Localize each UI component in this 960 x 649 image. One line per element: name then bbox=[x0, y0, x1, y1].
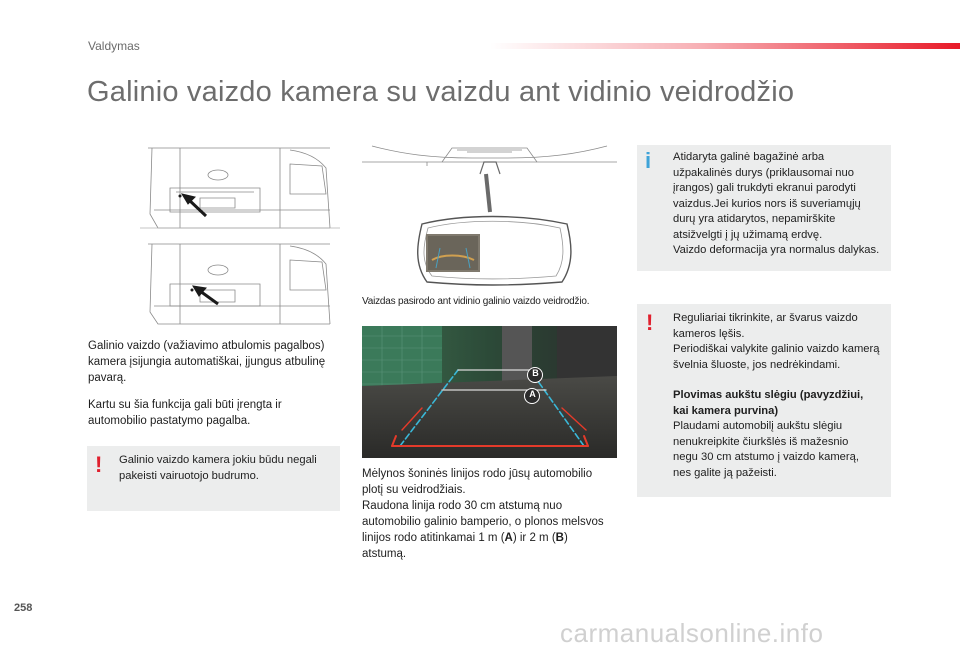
high-pressure-heading: Plovimas aukštu slėgiu (pavyzdžiui, bbox=[673, 389, 864, 401]
van-rear-illustration bbox=[140, 144, 340, 326]
parking-aid-paragraph: Kartu su šia funkcija gali būti įrengta ir automobilio pastatymo pagalba. bbox=[88, 399, 282, 427]
camera-view-image bbox=[362, 326, 617, 458]
tailgate-info-text: Atidaryta galinė bagažinė arba užpakalinės durys (priklausomai nuo įrangos) gali trukdyti ekranui parodyti vaizdus.Jei kurios nors iš suveriamųjų durų yra atidarytos, nepamirškite atsižvelgti į jų užimamą erdvę. Vaizdo deformacija yra normalus dalykas. bbox=[673, 151, 880, 256]
camera-label-a: A bbox=[529, 389, 536, 399]
info-icon: i bbox=[645, 148, 652, 173]
page-title: Galinio vaizdo kamera su vaizdu ant vidinio veidrodžio bbox=[87, 76, 795, 108]
section-label: Valdymas bbox=[88, 39, 140, 53]
cleaning-warning-box bbox=[637, 304, 891, 497]
tailgate-info-box bbox=[637, 145, 891, 271]
header-accent-bar bbox=[490, 43, 960, 49]
camera-label-b: B bbox=[532, 368, 539, 378]
warning-icon: ! bbox=[646, 310, 654, 335]
warning-icon: ! bbox=[95, 452, 103, 477]
mirror-caption: Vaizdas pasirodo ant vidinio galinio vaizdo veidrodžio. bbox=[362, 296, 590, 307]
mirror-illustration bbox=[362, 144, 617, 292]
driver-warning-box bbox=[87, 446, 340, 511]
driver-warning-text: Galinio vaizdo kamera jokiu būdu negali pakeisti vairuotojo budrumo. bbox=[119, 454, 317, 482]
guide-lines-description: Mėlynos šoninės linijos rodo jūsų automobilio plotį su veidrodžiais. Raudona linija rodo 30 cm atstumą nuo automobilio galinio bamperio, o plonos melsvos linijos rodo atitinkamai 1 m (A) ir 2 m (B) atstumą. bbox=[362, 468, 604, 560]
intro-paragraph: Galinio vaizdo (važiavimo atbulomis pagalbos) kamera įsijungia automatiškai, įjungus atbulinę pavarą. bbox=[88, 340, 326, 384]
cleaning-warning-text: Reguliariai tikrinkite, ar švarus vaizdo kameros lęšis. Periodiškai valykite galinio vaizdo kamerą švelnia šluoste, jos nedrėkindami. Plovimas aukštu slėgiu (pavyzdžiui, kai kamera purvina) Plaudami automobilį aukštu slėgiu nenukreipkite čiurkšlės iš mažesnio negu 30 cm atstumo į vaizdo kamerą, nes galite ją pažeisti. bbox=[673, 311, 889, 481]
page-number: 258 bbox=[14, 602, 33, 614]
watermark: carmanualsonline.info bbox=[560, 618, 824, 648]
